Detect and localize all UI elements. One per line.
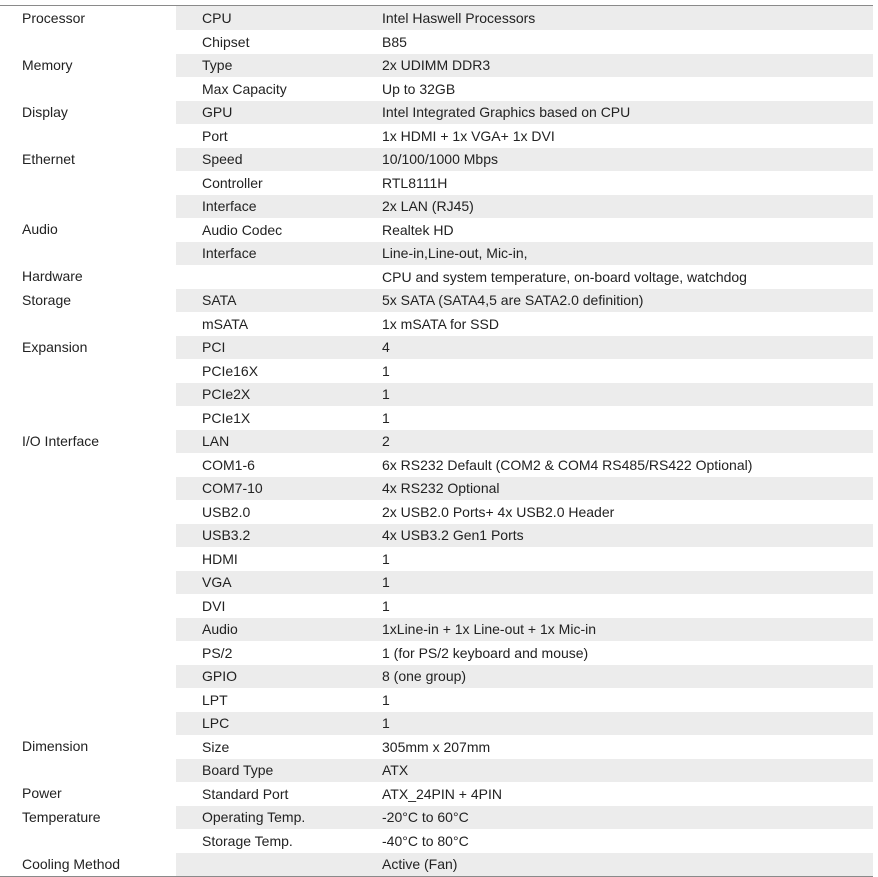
spec-category <box>0 171 176 195</box>
spec-row <box>0 312 873 336</box>
spec-item: PS/2 <box>176 641 362 665</box>
spec-row <box>0 476 873 500</box>
spec-category: Cooling Method <box>0 852 176 876</box>
spec-category <box>0 124 176 148</box>
spec-value: 4x USB3.2 Gen1 Ports <box>362 523 873 547</box>
spec-category <box>0 312 176 336</box>
spec-row <box>0 288 873 312</box>
spec-row <box>0 30 873 54</box>
spec-item: LAN <box>176 429 362 453</box>
spec-row <box>0 594 873 618</box>
spec-category: Memory <box>0 53 176 77</box>
spec-row <box>0 641 873 665</box>
spec-item: COM7-10 <box>176 476 362 500</box>
spec-value: 2 <box>362 429 873 453</box>
spec-row <box>0 429 873 453</box>
spec-row <box>0 335 873 359</box>
spec-category <box>0 594 176 618</box>
spec-row <box>0 829 873 853</box>
spec-value: 1 (for PS/2 keyboard and mouse) <box>362 641 873 665</box>
spec-category <box>0 359 176 383</box>
spec-category <box>0 476 176 500</box>
spec-category <box>0 547 176 571</box>
spec-row <box>0 359 873 383</box>
spec-value: 4 <box>362 335 873 359</box>
spec-value: 1xLine-in + 1x Line-out + 1x Mic-in <box>362 617 873 641</box>
spec-row <box>0 782 873 806</box>
spec-category: I/O Interface <box>0 429 176 453</box>
spec-item: Port <box>176 124 362 148</box>
spec-category <box>0 382 176 406</box>
spec-item: GPU <box>176 100 362 124</box>
spec-value: 1x HDMI + 1x VGA+ 1x DVI <box>362 124 873 148</box>
spec-value: 1x mSATA for SSD <box>362 312 873 336</box>
spec-item: Standard Port <box>176 782 362 806</box>
spec-row <box>0 570 873 594</box>
spec-value: 6x RS232 Default (COM2 & COM4 RS485/RS422 Optional) <box>362 453 873 477</box>
spec-category: Hardware <box>0 265 176 289</box>
spec-category <box>0 77 176 101</box>
spec-category <box>0 30 176 54</box>
spec-row <box>0 124 873 148</box>
spec-item: DVI <box>176 594 362 618</box>
spec-category <box>0 570 176 594</box>
spec-category: Expansion <box>0 335 176 359</box>
spec-row <box>0 664 873 688</box>
spec-row <box>0 758 873 782</box>
spec-row <box>0 711 873 735</box>
spec-item: HDMI <box>176 547 362 571</box>
spec-row <box>0 53 873 77</box>
spec-item: COM1-6 <box>176 453 362 477</box>
spec-value: Realtek HD <box>362 218 873 242</box>
spec-item: mSATA <box>176 312 362 336</box>
spec-row <box>0 382 873 406</box>
spec-row <box>0 453 873 477</box>
spec-item: Audio <box>176 617 362 641</box>
spec-row <box>0 805 873 829</box>
spec-value: 10/100/1000 Mbps <box>362 147 873 171</box>
spec-row <box>0 523 873 547</box>
spec-row <box>0 100 873 124</box>
spec-value: CPU and system temperature, on-board voltage, watchdog <box>362 265 873 289</box>
spec-item: Board Type <box>176 758 362 782</box>
spec-item: GPIO <box>176 664 362 688</box>
spec-value: Up to 32GB <box>362 77 873 101</box>
spec-row <box>0 735 873 759</box>
spec-category: Power <box>0 782 176 806</box>
spec-row <box>0 406 873 430</box>
spec-item: LPT <box>176 688 362 712</box>
spec-value: 2x USB2.0 Ports+ 4x USB2.0 Header <box>362 500 873 524</box>
spec-row <box>0 500 873 524</box>
spec-category <box>0 194 176 218</box>
spec-value: 1 <box>362 359 873 383</box>
spec-item: VGA <box>176 570 362 594</box>
spec-row <box>0 218 873 242</box>
spec-value: ATX_24PIN + 4PIN <box>362 782 873 806</box>
spec-category <box>0 829 176 853</box>
spec-row <box>0 194 873 218</box>
spec-value: Intel Haswell Processors <box>362 6 873 30</box>
spec-item <box>176 265 362 289</box>
spec-category <box>0 453 176 477</box>
spec-category <box>0 711 176 735</box>
spec-item: Size <box>176 735 362 759</box>
spec-row <box>0 852 873 876</box>
spec-item: LPC <box>176 711 362 735</box>
spec-value: 1 <box>362 570 873 594</box>
spec-value: 1 <box>362 594 873 618</box>
spec-value: B85 <box>362 30 873 54</box>
spec-item: Max Capacity <box>176 77 362 101</box>
spec-item: USB3.2 <box>176 523 362 547</box>
spec-value: 8 (one group) <box>362 664 873 688</box>
spec-row <box>0 77 873 101</box>
spec-value: 1 <box>362 382 873 406</box>
spec-category <box>0 406 176 430</box>
spec-item: Storage Temp. <box>176 829 362 853</box>
spec-row <box>0 265 873 289</box>
spec-value: 1 <box>362 688 873 712</box>
spec-category <box>0 241 176 265</box>
spec-value: Active (Fan) <box>362 852 873 876</box>
spec-value: 1 <box>362 547 873 571</box>
spec-row <box>0 147 873 171</box>
spec-row <box>0 6 873 30</box>
spec-item: PCI <box>176 335 362 359</box>
spec-item: Chipset <box>176 30 362 54</box>
spec-item: Controller <box>176 171 362 195</box>
spec-value: 4x RS232 Optional <box>362 476 873 500</box>
spec-value: 305mm x 207mm <box>362 735 873 759</box>
spec-item: CPU <box>176 6 362 30</box>
spec-item: Type <box>176 53 362 77</box>
spec-item: PCIe16X <box>176 359 362 383</box>
spec-row <box>0 688 873 712</box>
spec-item: Operating Temp. <box>176 805 362 829</box>
spec-item: USB2.0 <box>176 500 362 524</box>
spec-item: Audio Codec <box>176 218 362 242</box>
spec-item: PCIe1X <box>176 406 362 430</box>
spec-value: 2x LAN (RJ45) <box>362 194 873 218</box>
spec-category: Audio <box>0 218 176 242</box>
spec-value: -40°C to 80°C <box>362 829 873 853</box>
spec-category <box>0 500 176 524</box>
spec-value: 1 <box>362 711 873 735</box>
spec-item: Interface <box>176 194 362 218</box>
spec-category: Dimension <box>0 735 176 759</box>
spec-value: RTL8111H <box>362 171 873 195</box>
spec-row <box>0 617 873 641</box>
spec-category <box>0 688 176 712</box>
spec-value: 5x SATA (SATA4,5 are SATA2.0 definition) <box>362 288 873 312</box>
spec-value: ATX <box>362 758 873 782</box>
spec-category <box>0 523 176 547</box>
spec-category <box>0 617 176 641</box>
spec-category: Display <box>0 100 176 124</box>
spec-category <box>0 641 176 665</box>
spec-category: Storage <box>0 288 176 312</box>
spec-item: PCIe2X <box>176 382 362 406</box>
spec-value: -20°C to 60°C <box>362 805 873 829</box>
spec-value: 1 <box>362 406 873 430</box>
spec-value: Intel Integrated Graphics based on CPU <box>362 100 873 124</box>
spec-value: Line-in,Line-out, Mic-in, <box>362 241 873 265</box>
spec-row <box>0 547 873 571</box>
spec-value: 2x UDIMM DDR3 <box>362 53 873 77</box>
spec-item: Speed <box>176 147 362 171</box>
spec-item: SATA <box>176 288 362 312</box>
spec-table <box>0 5 873 877</box>
spec-category <box>0 758 176 782</box>
spec-category: Ethernet <box>0 147 176 171</box>
spec-item: Interface <box>176 241 362 265</box>
spec-item <box>176 852 362 876</box>
spec-category <box>0 664 176 688</box>
spec-category: Temperature <box>0 805 176 829</box>
spec-category: Processor <box>0 6 176 30</box>
spec-row <box>0 171 873 195</box>
spec-row <box>0 241 873 265</box>
